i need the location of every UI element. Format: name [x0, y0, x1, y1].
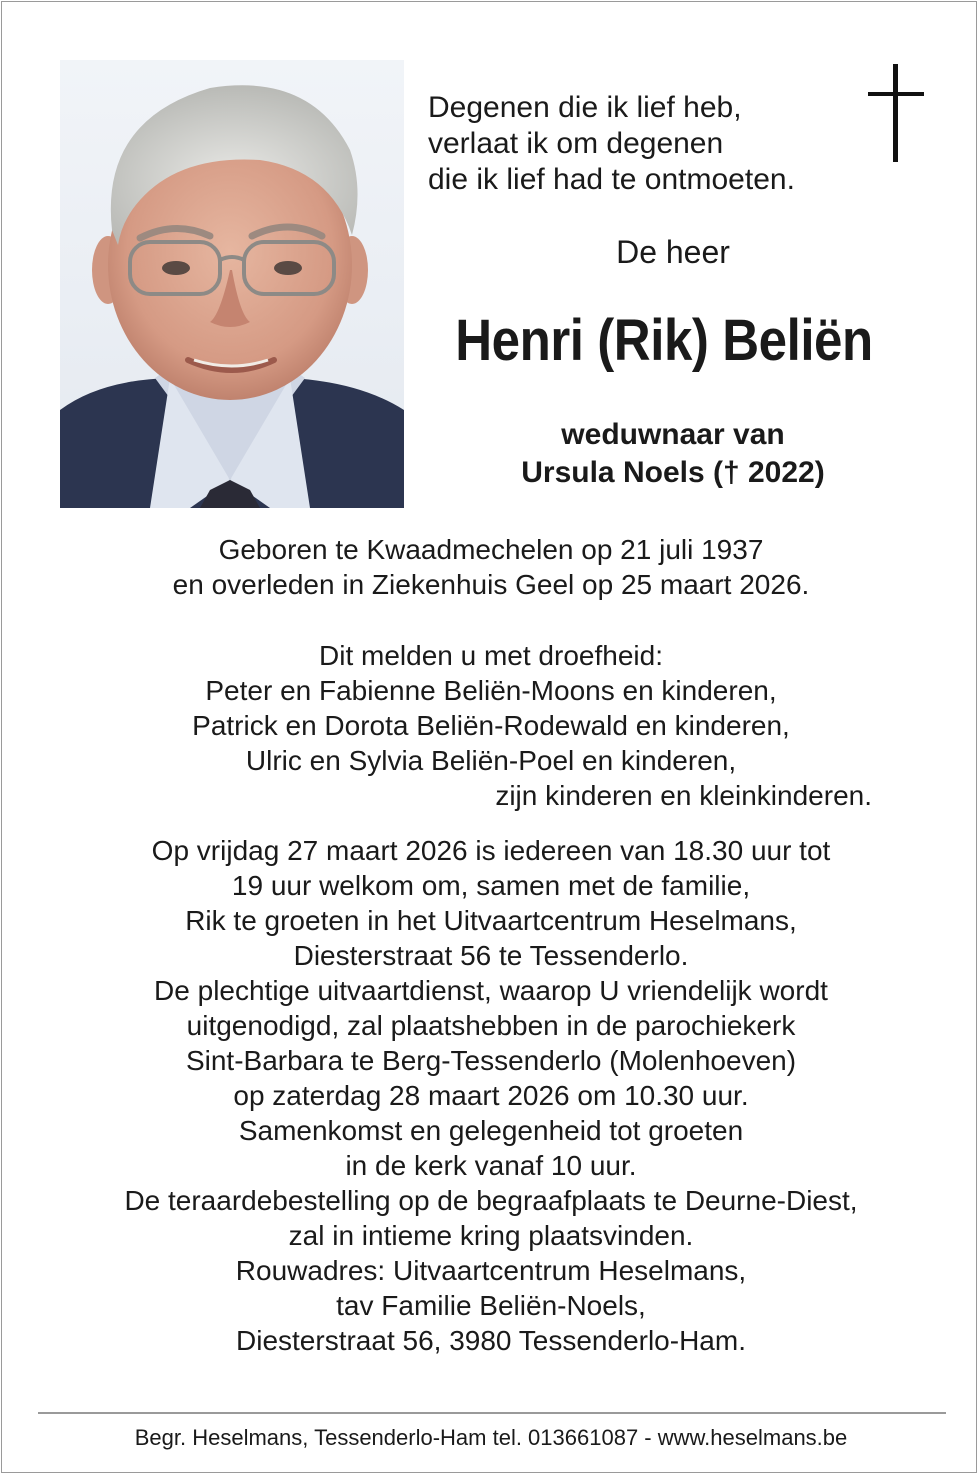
motto-line: die ik lief had te ontmoeten.: [428, 163, 795, 196]
arrangement-line: Rouwadres: Uitvaartcentrum Heselmans,: [235, 1255, 747, 1286]
arrangement-line: zal in intieme kring plaatsvinden.: [288, 1220, 694, 1251]
funeral-home-footer: Begr. Heselmans, Tessenderlo-Ham tel. 013661087 - www.heselmans.be: [134, 1425, 848, 1450]
motto-poem: [428, 90, 848, 198]
motto-line: verlaat ik om degenen: [428, 127, 724, 160]
birth-line: Geboren te Kwaadmechelen op 21 juli 1937: [218, 534, 764, 565]
family-member: Patrick en Dorota Beliën-Rodewald en kinderen,: [192, 710, 790, 741]
spouse-info: [442, 416, 904, 492]
spouse-relation: weduwnaar van: [561, 418, 785, 451]
arrangement-line: Sint-Barbara te Berg-Tessenderlo (Molenhoeven): [185, 1045, 797, 1076]
arrangement-line: Diesterstraat 56 te Tessenderlo.: [293, 940, 689, 971]
obituary-body: [2, 532, 980, 1358]
family-intro: Dit melden u met droefheid:: [319, 640, 663, 671]
arrangement-line: Samenkomst en gelegenheid tot groeten: [238, 1115, 744, 1146]
family-member: Peter en Fabienne Beliën-Moons en kinderen,: [205, 675, 777, 706]
arrangement-line: Diesterstraat 56, 3980 Tessenderlo-Ham.: [236, 1325, 746, 1356]
footer-divider: [38, 1412, 946, 1414]
cross-icon: [866, 64, 926, 162]
arrangement-line: 19 uur welkom om, samen met de familie,: [231, 870, 751, 901]
obituary-card: [1, 1, 977, 1473]
arrangement-line: op zaterdag 28 maart 2026 om 10.30 uur.: [233, 1080, 749, 1111]
arrangement-line: De plechtige uitvaartdienst, waarop U vriendelijk wordt: [154, 975, 828, 1006]
honorific: De heer: [616, 234, 730, 270]
death-line: en overleden in Ziekenhuis Geel op 25 maart 2026.: [172, 569, 810, 600]
portrait-photo: [60, 60, 404, 508]
arrangements: [2, 833, 980, 1358]
arrangement-line: uitgenodigd, zal plaatshebben in de parochiekerk: [186, 1010, 796, 1041]
arrangement-line: tav Familie Beliën-Noels,: [336, 1290, 646, 1321]
arrangement-line: Rik te groeten in het Uitvaartcentrum Heselmans,: [185, 905, 797, 936]
deceased-name: Henri (Rik) Beliën: [455, 308, 873, 373]
arrangement-line: Op vrijdag 27 maart 2026 is iedereen van 18.30 uur tot: [151, 835, 831, 866]
spouse-name: Ursula Noels († 2022): [521, 456, 825, 489]
family-member: Ulric en Sylvia Beliën-Poel en kinderen,: [245, 745, 737, 776]
arrangement-line: De teraardebestelling op de begraafplaats te Deurne-Diest,: [124, 1185, 858, 1216]
arrangement-line: in de kerk vanaf 10 uur.: [345, 1150, 637, 1181]
motto-line: Degenen die ik lief heb,: [428, 91, 742, 124]
family-closing: zijn kinderen en kleinkinderen.: [495, 780, 872, 811]
